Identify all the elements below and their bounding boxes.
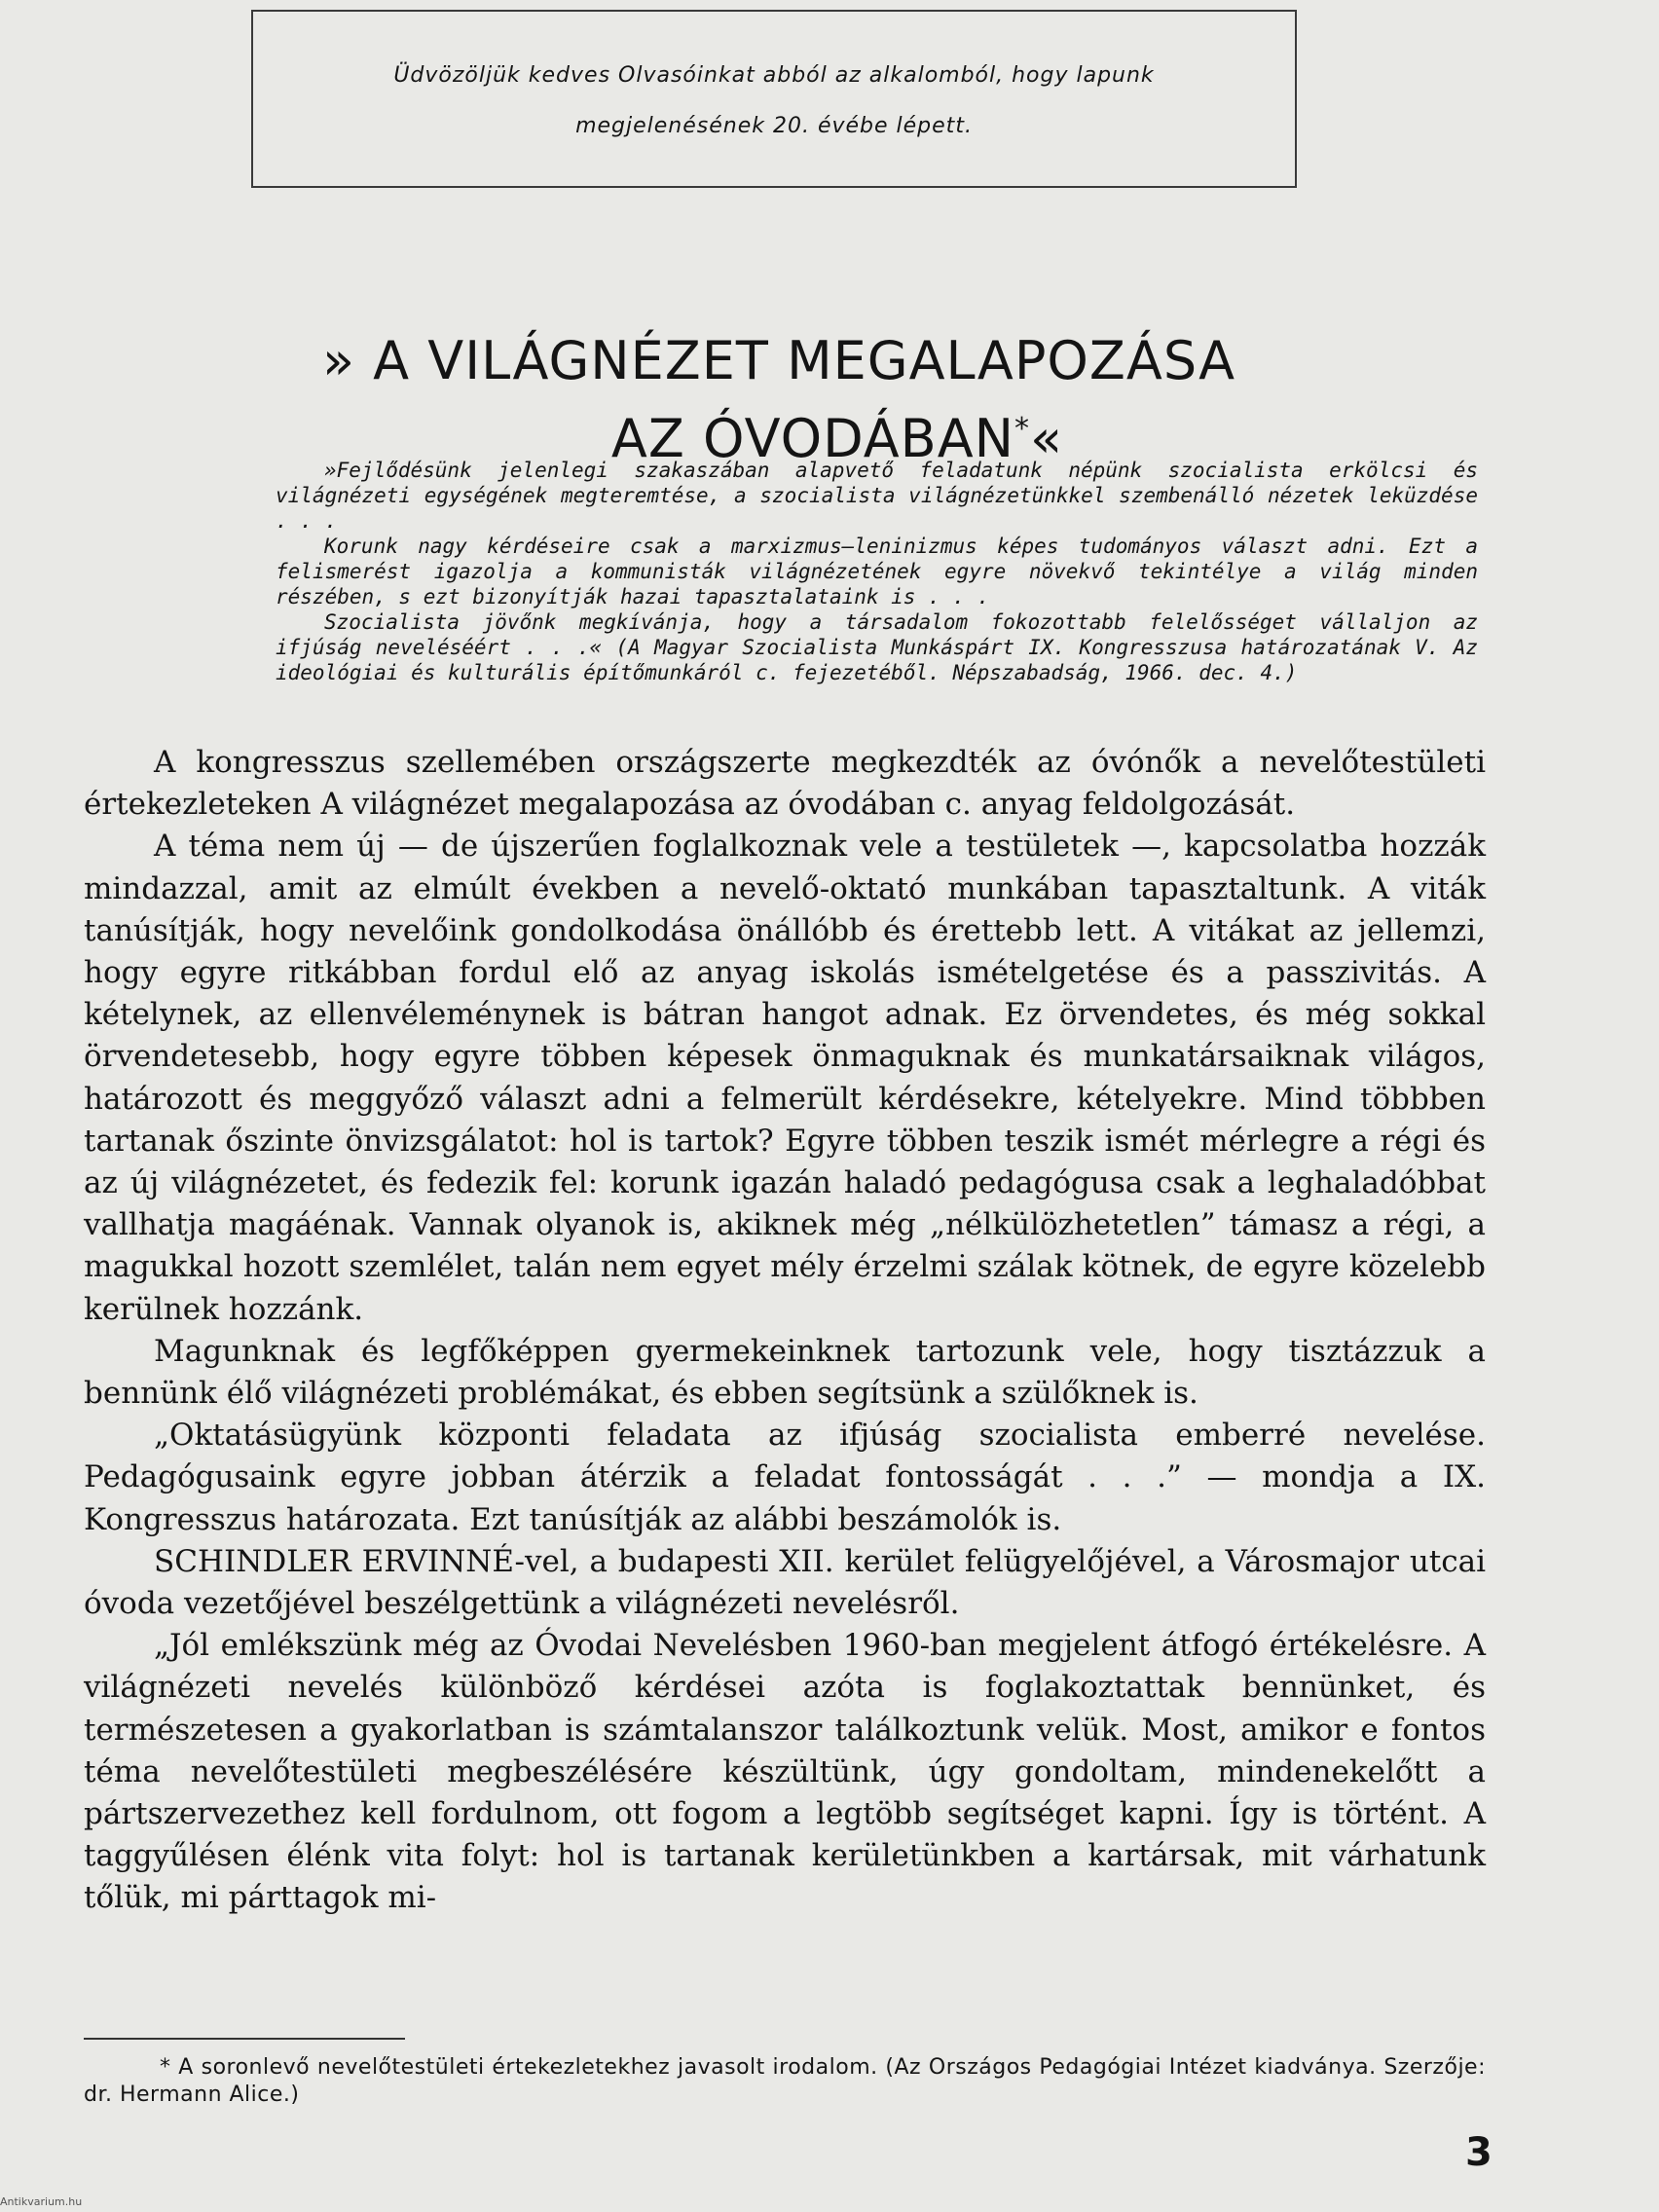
greeting-box xyxy=(251,10,1297,188)
footnote-marker: * xyxy=(1014,412,1031,447)
article-body xyxy=(84,742,1486,1920)
body-paragraph: „Jól emlékszünk még az Óvodai Nevelésben 1960-ban megjelent átfogó értékelésre. A világnézeti nevelés különböző kérdései azóta is foglakoztattak bennünket, és természetesen a gyakorlatban is számtalanszor találkoztunk velük. Most, amikor e fontos téma nevelőtestületi megbeszélésére készültünk, úgy gondoltam, mindenekelőtt a pártszervezethez kell fordulnom, ott fogom a legtöbb segítséget kapni. Így is történt. A taggyűlésen élénk vita folyt: hol is tartanak kerületünkben a kartársak, mit várhatunk tőlük, mi párttagok mi- xyxy=(84,1628,1486,1916)
title-line-1: » A VILÁGNÉZET MEGALAPOZÁSA xyxy=(321,330,1236,392)
greeting-line-2: megjelenésének 20. évébe lépett. xyxy=(575,114,973,138)
watermark: Antikvarium.hu xyxy=(0,2195,83,2208)
body-paragraph: „Oktatásügyünk központi feladata az ifjúság szocialista emberré nevelése. Pedagógusaink egyre jobban átérzik a feladat fontosságát . . .” — mondja a IX. Kongresszus határozata. Ezt tanúsítják az alábbi beszámolók is. xyxy=(84,1418,1486,1537)
title-line-2: AZ ÓVODÁBAN xyxy=(610,408,1015,470)
title-close-quote: « xyxy=(1030,408,1064,470)
page-number: 3 xyxy=(1465,2130,1493,2175)
quote-paragraph: Korunk nagy kérdéseire csak a marxizmus—leninizmus képes tudományos választ adni. Ezt a felismerést igazolja a kommunisták világnézetének egyre növekvő tekintélye a világ minden részében, s ezt bizonyítják hazai tapasztalataink is . . . xyxy=(276,535,1478,608)
quote-paragraph: »Fejlődésünk jelenlegi szakaszában alapvető feladatunk népünk szocialista erkölcsi és világnézeti egységének megteremtése, a szocialista világnézetünkkel szembenálló nézetek leküzdése . . . xyxy=(276,459,1478,533)
body-paragraph: SCHINDLER ERVINNÉ-vel, a budapesti XII. kerület felügyelőjével, a Városmajor utcai óvoda vezetőjével beszélgettünk a világnézeti nevelésről. xyxy=(84,1543,1486,1622)
footnote xyxy=(84,2054,1486,2109)
body-paragraph: Magunknak és legfőképpen gyermekeinknek tartozunk vele, hogy tisztázzuk a bennünk élő világnézeti problémákat, és ebben segítsünk a szülőknek is. xyxy=(84,1333,1486,1412)
body-paragraph: A téma nem új — de újszerűen foglalkoznak vele a testületek —, kapcsolatba hozzák mindazzal, amit az elmúlt években a nevelő-oktató munkában tapasztaltunk. A viták tanúsítják, hogy nevelőink gondolkodása önállóbb és érettebb lett. A vitákat az jellemzi, hogy egyre ritkábban fordul elő az anyag iskolás ismételgetése és a passzivitás. A kételynek, az ellenvéleménynek is bátran hangot adnak. Ez örvendetes, és még sokkal örvendetesebb, hogy egyre többen képesek önmaguknak és munkatársaiknak világos, határozott és meggyőző választ adni a felmerült kérdésekre, kételyekre. Mind többben tartanak őszinte önvizsgálatot: hol is tartok? Egyre többen teszik ismét mérlegre a régi és az új világnézetet, és fedezik fel: korunk igazán haladó pedagógusa csak a leghaladóbbat vallhatja magáénak. Vannak olyanok is, akiknek még „nélkülözhetetlen” támasz a régi, a magukkal hozott szemlélet, talán nem egyet mély érzelmi szálak kötnek, de egyre közelebb kerülnek hozzánk. xyxy=(84,829,1486,1327)
article-title xyxy=(195,327,1363,473)
quote-paragraph: Szocialista jövőnk megkívánja, hogy a társadalom fokozottabb felelősséget vállaljon az ifjúság neveléséért . . .« (A Magyar Szocialista Munkáspárt IX. Kongresszusa határozatának V. Az ideológiai és kulturális építőmunkáról c. fejezetéből. Népszabadság, 1966. dec. 4.) xyxy=(276,610,1478,684)
body-paragraph: A kongresszus szellemében országszerte megkezdték az óvónők a nevelőtestületi értekezleteken A világnézet megalapozása az óvodában c. anyag feldolgozását. xyxy=(84,745,1486,823)
greeting-line-1: Üdvözöljük kedves Olvasóinkat abból az alkalomból, hogy lapunk xyxy=(393,63,1155,88)
footnote-text: * A soronlevő nevelőtestületi értekezletekhez javasolt irodalom. (Az Országos Pedagógiai Intézet kiadványa. Szerzője: dr. Hermann Alice.) xyxy=(84,2055,1486,2107)
epigraph-quote xyxy=(276,458,1478,685)
footnote-divider xyxy=(84,2038,405,2040)
